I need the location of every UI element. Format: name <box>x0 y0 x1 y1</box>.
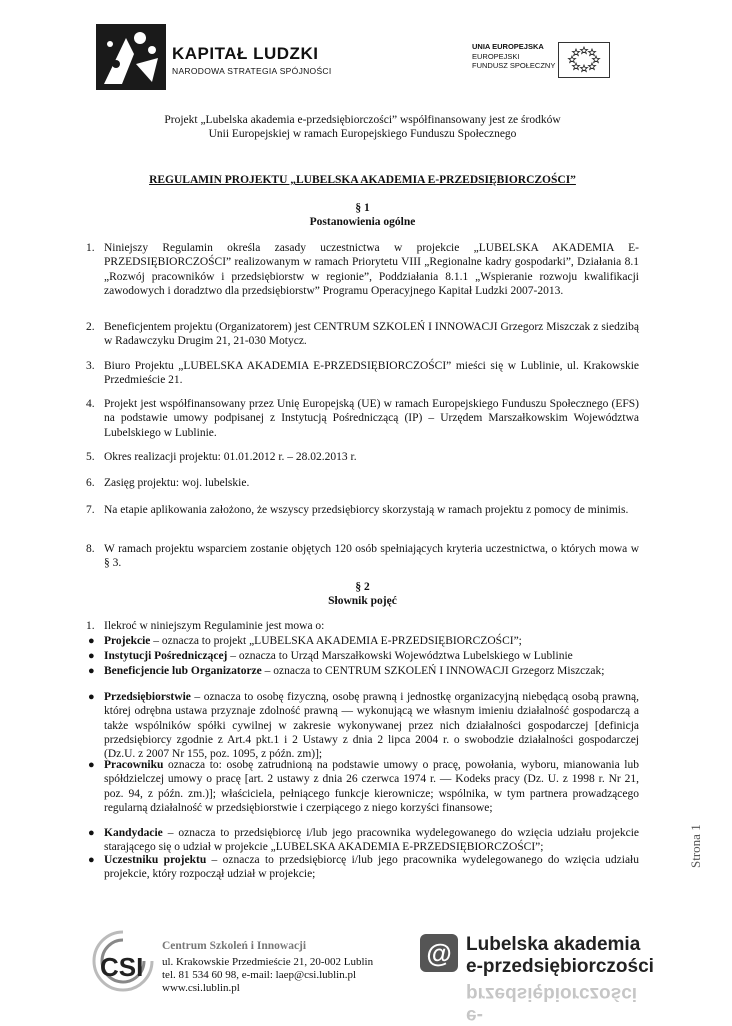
item-number: 3. <box>86 360 95 372</box>
document-title: REGULAMIN PROJEKTU „LUBELSKA AKADEMIA E-PRZEDSIĘBIORCZOŚCI” <box>149 174 576 186</box>
ue-line3: FUNDUSZ SPOŁECZNY <box>472 61 556 70</box>
page-number-wrap <box>688 824 732 884</box>
definition-item <box>86 690 639 761</box>
ue-line1: UNIA EUROPEJSKA <box>472 42 544 51</box>
item-text: Ilekroć w niniejszym Regulaminie jest mowa o: <box>104 620 325 632</box>
csi-logo-text: CSI <box>100 952 144 982</box>
bullet-icon: ● <box>88 827 95 839</box>
definition-item <box>86 758 639 815</box>
brand-line2: e-przedsiębiorczości <box>466 956 654 977</box>
item-number: 1. <box>86 620 95 632</box>
definition-term: Przedsiębiorstwie <box>104 691 191 703</box>
project-funding-line2: Unii Europejskiej w ramach Europejskiego Funduszu Społecznego <box>208 128 517 140</box>
kapital-ludzki-subtitle: NARODOWA STRATEGIA SPÓJNOŚCI <box>172 66 332 76</box>
definition-term: Pracowniku <box>104 759 164 771</box>
definition-text: – oznacza to osobę fizyczną, osobę prawną i jednostkę organizacyjną niebędącą osobą prawną, której odrębna ustawa przyznaje zdolność prawną — wykonującą we własnym imieniu działalność gospodarczą a także wspólników spółki cywilnej w zakresie wykonywanej przez nich działalności gospodarczej [definicja przedsiębiorcy zgodnie z Art.4 pkt.1 i 2 Ustawy z dnia 2 lipca 2004 r. o swobodzie działalności gospodarczej (Dz.U. z 2007 Nr 155, poz. 1095, z późn. zm)]; <box>104 691 639 761</box>
list-item <box>86 450 639 464</box>
item-number: 4. <box>86 398 95 410</box>
item-text: Niniejszy Regulamin określa zasady uczestnictwa w projekcie „LUBELSKA AKADEMIA E-PRZEDSIĘBIORCZOŚCI” realizowanym w ramach Priorytetu VIII „Regionalne kadry gospodarki”, Działania 8.1 „Rozwój pracowników i przedsiębiorstw w regionie”, Poddziałania 8.1.1 „Wspieranie rozwoju kwalifikacji zawodowych i doradztwo dla przedsiębiorstw” Programu Operacyjnego Kapitał Ludzki 2007-2013. <box>104 242 639 297</box>
definition-text: – oznacza to projekt „LUBELSKA AKADEMIA E-PRZEDSIĘBIORCZOŚCI”; <box>150 635 522 647</box>
definition-term: Uczestniku projektu <box>104 854 207 866</box>
brand-reflection-text: e-przedsiębiorczości <box>466 983 638 1026</box>
definition-item <box>86 826 639 855</box>
ue-line2: EUROPEJSKI <box>472 51 520 61</box>
item-number: 1. <box>86 242 95 254</box>
list-item <box>86 397 639 440</box>
bullet-icon: ● <box>88 635 95 647</box>
eu-flag-icon <box>558 42 610 78</box>
definition-text: – oznacza to przedsiębiorcę i/lub jego pracownika wydelegowanego do wzięcia udziału projekcie starającego się o udział w projekcie „LUBELSKA AKADEMIA E-PRZEDSIĘBIORCZOŚCI”; <box>104 827 639 854</box>
section2-title: Słownik pojęć <box>328 595 397 607</box>
definition-text: oznacza to: osobę zatrudnioną na podstawie umowy o pracę, powołania, wyboru, mianowania lub spółdzielczej umowy o pracę [art. 2 ustawy z dnia 26 czerwca 1974 r. — Kodeks pracy (Dz. U. z 1998 r. Nr 21, poz. 94, z późn. zm.)]; właściciela, pełniącego funkcje kierownicze; wspólnika, w tym partnera prowadzącego regularną działalność w przedsiębiorstwie i czerpiącego z niego korzyści finansowe; <box>104 759 639 814</box>
item-number: 5. <box>86 451 95 463</box>
bullet-icon: ● <box>88 691 95 703</box>
definition-text: – oznacza to Urząd Marszałkowski Województwa Lubelskiego w Lublinie <box>227 650 573 662</box>
at-icon: @ <box>426 938 452 968</box>
brand-line1: Lubelska akademia <box>466 934 641 955</box>
definition-term: Beneficjencie lub Organizatorze <box>104 665 262 677</box>
bullet-icon: ● <box>88 759 95 771</box>
item-text: Projekt jest współfinansowany przez Unię Europejską (UE) w ramach Europejskiego Funduszu Społecznego (EFS) na podstawie umowy podpisanej z Instytucją Pośredniczącą (IP) – Urzędem Marszałkowskim Województwa Lubelskiego w Lublinie. <box>104 398 639 439</box>
footer-address: ul. Krakowskie Przedmieście 21, 20-002 Lublin <box>162 956 374 968</box>
list-item <box>86 359 639 388</box>
csi-logo <box>92 930 154 992</box>
item-text: Na etapie aplikowania założono, że wszyscy przedsiębiorcy skorzystają w ramach projektu z pomocy de minimis. <box>104 504 629 516</box>
item-number: 6. <box>86 477 95 489</box>
definition-text: – oznacza to przedsiębiorcę i/lub jego pracownika wydelegowanego do wzięcia udziału projekcie, który rozpoczął udział w projekcie; <box>104 854 639 881</box>
section1-title: Postanowienia ogólne <box>309 216 416 228</box>
item-number: 7. <box>86 504 95 516</box>
section1-number: § 1 <box>355 202 370 214</box>
item-text: Okres realizacji projektu: 01.01.2012 r. – 28.02.2013 r. <box>104 451 357 463</box>
page-number: Strona 1 <box>688 824 703 868</box>
section2-number: § 2 <box>355 581 370 593</box>
project-funding-line1: Projekt „Lubelska akademia e-przedsiębiorczości” współfinansowany jest ze środków <box>164 114 561 126</box>
bullet-icon: ● <box>88 650 95 662</box>
item-number: 2. <box>86 321 95 333</box>
definition-item <box>86 649 639 663</box>
bullet-icon: ● <box>88 854 95 866</box>
footer-company: Centrum Szkoleń i Innowacji <box>162 940 307 952</box>
item-number: 8. <box>86 543 95 555</box>
definition-text: – oznacza to CENTRUM SZKOLEŃ I INNOWACJI Grzegorz Miszczak; <box>261 665 605 677</box>
footer-www[interactable]: www.csi.lublin.pl <box>162 982 240 994</box>
definition-term: Kandydacie <box>104 827 163 839</box>
item-text: Biuro Projektu „LUBELSKA AKADEMIA E-PRZEDSIĘBIORCZOŚCI” mieści się w Lublinie, ul. Krakowskie Przedmieście 21. <box>104 360 639 387</box>
bullet-icon: ● <box>88 665 95 677</box>
definition-term: Instytucji Pośredniczącej <box>104 650 228 662</box>
definition-item <box>86 853 639 882</box>
list-item <box>86 476 639 490</box>
ue-label <box>472 42 555 71</box>
definition-item <box>86 634 639 648</box>
page-header <box>0 0 725 100</box>
brand-reflection <box>466 982 646 1026</box>
footer-contact: tel. 81 534 60 98, e-mail: laep@csi.lublin.pl <box>162 969 357 981</box>
list-item <box>86 542 639 571</box>
item-text: W ramach projektu wsparciem zostanie objętych 120 osób spełniających kryteria uczestnictwa, o których mowa w § 3. <box>104 543 639 570</box>
definition-term: Projekcie <box>104 635 151 647</box>
kapital-ludzki-title: KAPITAŁ LUDZKI <box>172 44 319 63</box>
list-item <box>86 320 639 349</box>
item-text: Beneficjentem projektu (Organizatorem) jest CENTRUM SZKOLEŃ I INNOWACJI Grzegorz Miszczak z siedzibą w Radawczyku Drugim 21, 21-030 Motycz. <box>104 321 639 348</box>
list-item <box>86 619 639 633</box>
kapital-ludzki-logo <box>96 24 166 90</box>
definition-item <box>86 664 639 678</box>
list-item <box>86 503 639 517</box>
item-text: Zasięg projektu: woj. lubelskie. <box>104 477 250 489</box>
list-item <box>86 241 639 298</box>
